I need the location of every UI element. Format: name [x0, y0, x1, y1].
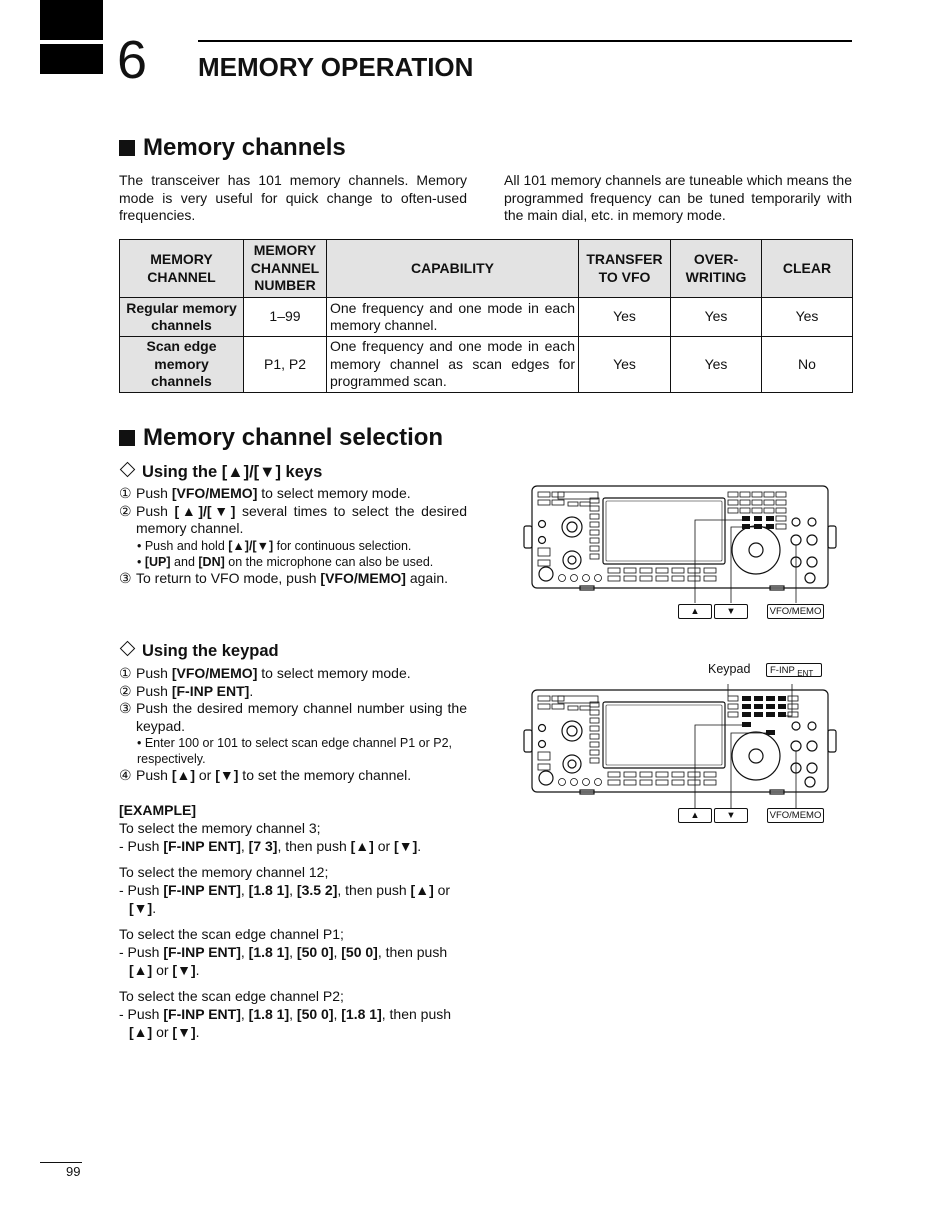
mic-connector	[539, 567, 553, 581]
text: and	[170, 554, 199, 569]
example-intro: To select the memory channel 12;	[119, 864, 329, 880]
step-item	[119, 683, 467, 701]
text: or	[152, 1024, 173, 1040]
radio-knob	[562, 517, 582, 537]
step-item	[119, 570, 467, 588]
text: .	[417, 838, 422, 854]
step-text	[136, 767, 467, 785]
table-cell: No	[762, 337, 853, 393]
key-name: [▼]	[172, 962, 196, 978]
vfo-memo-key-label: VFO/MEMO	[767, 604, 824, 619]
text: Push	[136, 665, 172, 681]
text: to select memory mode.	[257, 485, 411, 501]
table-header: CLEAR	[762, 240, 853, 298]
down-key-label	[714, 808, 748, 823]
text: Push	[136, 502, 175, 519]
key-name: [▲]	[410, 882, 434, 898]
diamond-bullet-icon	[120, 641, 136, 657]
text: F-INP	[770, 665, 795, 676]
text: Push	[136, 485, 172, 501]
text: .	[152, 900, 157, 916]
up-key-label	[678, 604, 712, 619]
step-number: ③	[119, 700, 132, 716]
radio-handle	[828, 526, 836, 548]
subsection-keypad-heading	[119, 640, 279, 662]
key-name: [▲]/[▼]	[174, 502, 236, 519]
diamond-bullet-icon	[120, 462, 136, 478]
keypad-label: Keypad	[708, 662, 751, 676]
key-name: [▼]	[394, 838, 418, 854]
text: to select memory mode.	[257, 665, 411, 681]
key-name: [VFO/MEMO]	[171, 485, 258, 501]
text: • Push and hold	[137, 538, 229, 553]
text: - Push	[119, 838, 164, 854]
key-name: [▼]	[215, 767, 239, 783]
intro-paragraph-right: All 101 memory channels are tuneable which means the programmed frequency can be tuned temporarily with the main dial, etc. in memory mode.	[504, 172, 852, 223]
text: again.	[405, 569, 449, 586]
table-row	[120, 337, 853, 393]
key-name: [50 0]	[341, 944, 378, 960]
text: .	[195, 1024, 200, 1040]
example-intro: To select the memory channel 3;	[119, 820, 321, 836]
text: , then push	[377, 944, 448, 960]
step-number: ④	[119, 767, 132, 783]
text: , then push	[381, 1006, 452, 1022]
text: to set the memory channel.	[238, 767, 412, 783]
memory-channel-table	[119, 239, 853, 393]
text: or	[433, 882, 451, 898]
step-text	[136, 665, 467, 683]
intro-paragraph-left: The transceiver has 101 memory channels. Memory mode is very useful for quick change to often-used frequencies.	[119, 172, 467, 223]
radio-knob	[563, 551, 581, 569]
key-name: [7 3]	[248, 838, 278, 854]
bullet-note	[119, 554, 467, 570]
radio-display	[603, 702, 725, 768]
key-name: [DN]	[198, 554, 225, 569]
text: Push	[136, 682, 172, 699]
footer-rule	[40, 1162, 82, 1163]
text: ,	[289, 882, 297, 898]
table-header: TRANSFER TO VFO	[579, 240, 671, 298]
example-instruction	[119, 943, 467, 979]
text: ,	[240, 838, 249, 854]
subsection-title-text: Using the [▲]/[▼] keys	[142, 463, 323, 481]
table-header: MEMORY CHANNEL NUMBER	[244, 240, 327, 298]
example-intro: To select the scan edge channel P1;	[119, 926, 344, 942]
table-cell: Yes	[579, 337, 671, 393]
up-arrow-icon: ▲	[690, 606, 700, 617]
transceiver-figure-2	[520, 684, 840, 826]
vfo-memo-key-label: VFO/MEMO	[767, 808, 824, 823]
key-name: [VFO/MEMO]	[320, 569, 406, 586]
main-dial	[732, 526, 780, 574]
step-number: ①	[119, 485, 132, 501]
example-heading	[119, 801, 467, 819]
step-text	[136, 503, 467, 538]
f-inp-ent-key-label	[766, 663, 822, 677]
key-name: [50 0]	[296, 1006, 334, 1022]
chapter-tab-top	[40, 0, 103, 40]
example-instruction	[119, 881, 467, 917]
section-title-text: Memory channels	[143, 134, 346, 161]
example-heading-text: [EXAMPLE]	[119, 802, 196, 818]
transceiver-figure-1	[520, 482, 840, 622]
table-cell: One frequency and one mode in each memory channel.	[327, 298, 579, 337]
key-name: [▼]	[129, 900, 153, 916]
table-header: OVER-WRITING	[671, 240, 762, 298]
table-cell: Yes	[671, 298, 762, 337]
chapter-tab-bottom	[40, 44, 103, 74]
text: ,	[289, 944, 297, 960]
text: ,	[240, 944, 249, 960]
step-item	[119, 503, 467, 538]
text: ENT	[797, 669, 814, 678]
step-number: ②	[119, 502, 132, 519]
up-key-label	[678, 808, 712, 823]
key-name: [F-INP ENT]	[171, 682, 250, 699]
key-name: [▼]	[172, 1024, 196, 1040]
step-text	[136, 683, 467, 701]
table-header-row	[120, 240, 853, 298]
key-name: [F-INP ENT]	[163, 1006, 241, 1022]
key-name: [1.8 1]	[248, 1006, 290, 1022]
mic-connector	[539, 771, 553, 785]
section-title-text: Memory channel selection	[143, 424, 444, 451]
table-cell: Regular memory channels	[120, 298, 244, 337]
text: several times to select the desired memory channel.	[136, 502, 467, 536]
text: .	[195, 962, 200, 978]
chapter-number: 6	[117, 30, 148, 90]
step-item	[119, 665, 467, 683]
text: , then push	[277, 838, 351, 854]
table-cell: Scan edge memory channels	[120, 337, 244, 393]
table-cell: One frequency and one mode in each memory channel as scan edges for programmed scan.	[327, 337, 579, 393]
key-name: [1.8 1]	[248, 882, 290, 898]
text: or	[373, 838, 395, 854]
key-name: [F-INP ENT]	[163, 838, 241, 854]
chapter-title: MEMORY OPERATION	[198, 52, 474, 82]
key-name: [▲]	[171, 767, 195, 783]
radio-handle	[524, 526, 532, 548]
radio-handle	[828, 730, 836, 752]
key-name: [▲]/[▼]	[228, 538, 274, 553]
text: .	[249, 682, 254, 699]
text: , then push	[337, 882, 411, 898]
step-item	[119, 767, 467, 785]
key-name: [F-INP ENT]	[163, 882, 241, 898]
text: ,	[240, 882, 249, 898]
table-cell: Yes	[579, 298, 671, 337]
text: - Push	[119, 1006, 164, 1022]
table-cell: Yes	[671, 337, 762, 393]
down-arrow-icon: ▼	[726, 606, 736, 617]
text: or	[152, 962, 173, 978]
square-bullet-icon	[119, 430, 135, 446]
step-text	[136, 570, 467, 588]
step-number: ①	[119, 665, 132, 681]
chapter-rule	[198, 40, 852, 42]
text: ,	[333, 944, 342, 960]
radio-knob	[562, 721, 582, 741]
page-number: 99	[66, 1164, 81, 1179]
step-number: ③	[119, 569, 132, 586]
down-key-label	[714, 604, 748, 619]
key-name: [3.5 2]	[296, 882, 338, 898]
step-number: ②	[119, 682, 132, 699]
text: ,	[289, 1006, 297, 1022]
leader-line	[731, 527, 766, 603]
key-name: [50 0]	[296, 944, 334, 960]
radio-display	[603, 498, 725, 564]
main-dial	[732, 732, 780, 780]
table-header: MEMORY CHANNEL	[120, 240, 244, 298]
subsection-keys-heading	[119, 461, 322, 483]
key-name: [1.8 1]	[248, 944, 290, 960]
example-block	[119, 801, 467, 1041]
text: - Push	[119, 882, 164, 898]
table-header: CAPABILITY	[327, 240, 579, 298]
steps-keypad	[119, 665, 467, 785]
highlighted-keypad	[742, 696, 786, 735]
step-text: Push the desired memory channel number using the keypad.	[136, 700, 467, 734]
steps-keys	[119, 485, 467, 587]
text: ,	[240, 1006, 249, 1022]
key-name: [UP]	[144, 554, 171, 569]
text: Push	[136, 767, 172, 783]
section-memory-channels-heading	[119, 133, 346, 163]
key-name: [VFO/MEMO]	[171, 665, 258, 681]
example-intro: To select the scan edge channel P2;	[119, 988, 344, 1004]
example-instruction	[119, 837, 467, 855]
text: To return to VFO mode, push	[136, 569, 321, 586]
square-bullet-icon	[119, 140, 135, 156]
up-arrow-icon: ▲	[690, 810, 700, 821]
table-cell: 1–99	[244, 298, 327, 337]
example-instruction	[119, 1005, 467, 1041]
radio-handle	[524, 730, 532, 752]
text: on the microphone can also be used.	[224, 554, 434, 569]
text: •	[137, 554, 145, 569]
table-cell: Yes	[762, 298, 853, 337]
step-item	[119, 700, 467, 735]
subsection-title-text: Using the keypad	[142, 642, 279, 660]
key-name: [▲]	[129, 962, 153, 978]
step-item	[119, 485, 467, 503]
table-cell: P1, P2	[244, 337, 327, 393]
bullet-note: • Enter 100 or 101 to select scan edge channel P1 or P2, respectively.	[137, 736, 452, 766]
key-name: [▲]	[350, 838, 374, 854]
table-row	[120, 298, 853, 337]
key-name: [▲]	[129, 1024, 153, 1040]
step-text	[136, 485, 467, 503]
key-name: [F-INP ENT]	[163, 944, 241, 960]
text: ,	[333, 1006, 342, 1022]
section-memory-channel-selection-heading	[119, 423, 443, 453]
radio-knob	[563, 755, 581, 773]
down-arrow-icon: ▼	[726, 810, 736, 821]
key-name: [1.8 1]	[341, 1006, 382, 1022]
text: or	[195, 767, 216, 783]
text: - Push	[119, 944, 164, 960]
bullet-note	[119, 538, 467, 554]
text: for continuous selection.	[273, 538, 412, 553]
